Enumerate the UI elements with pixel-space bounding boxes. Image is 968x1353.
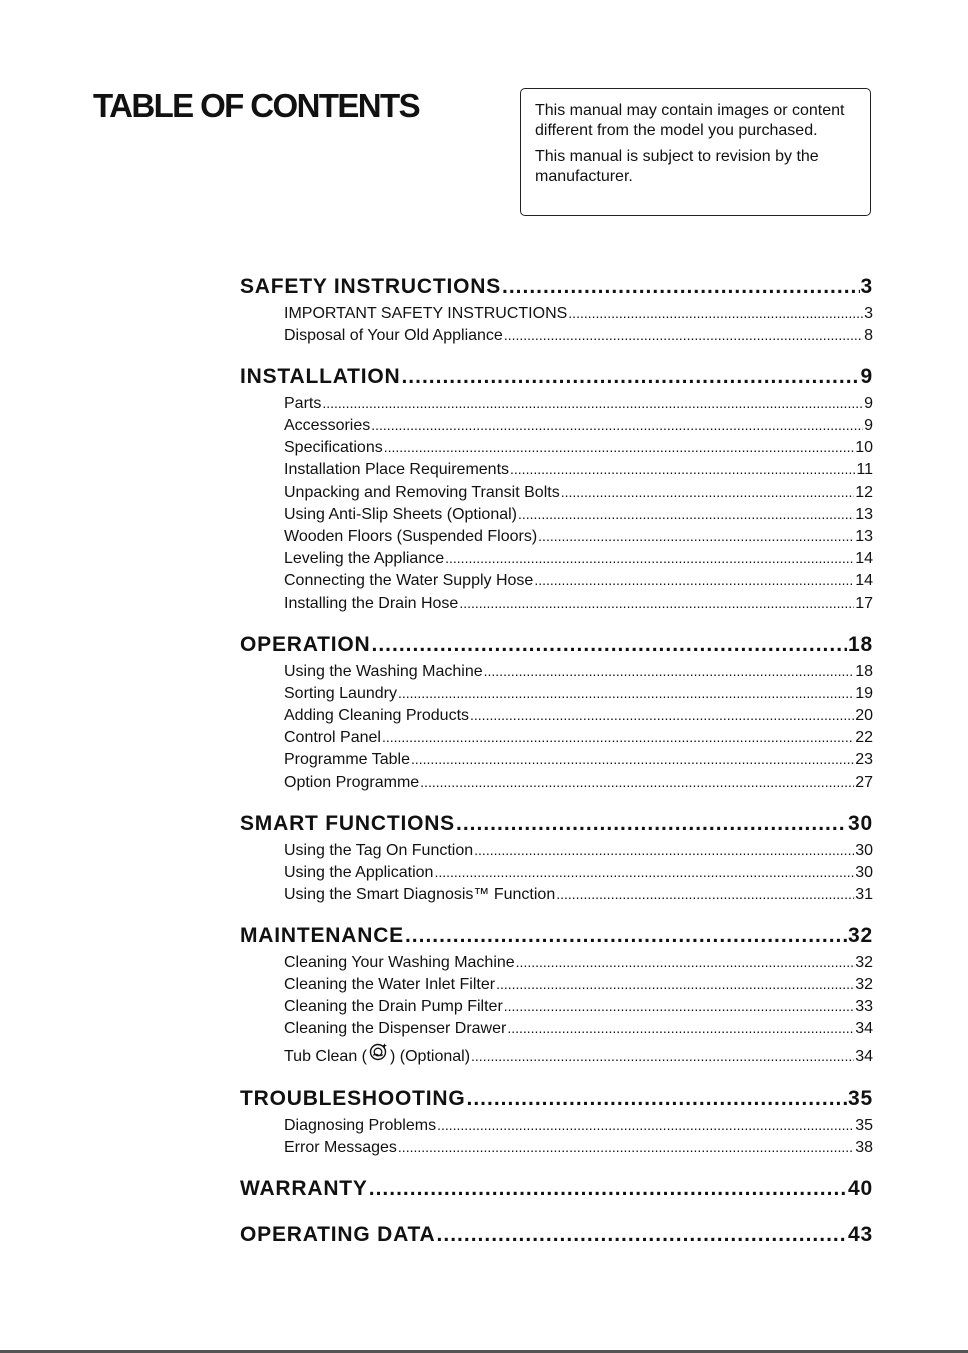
toc-entry-page: 14 (855, 550, 873, 567)
dot-leader (437, 1223, 848, 1247)
toc-entry-page: 32 (855, 976, 873, 993)
toc-entry-page: 35 (855, 1117, 873, 1134)
dot-leader (398, 685, 854, 701)
toc-entry-label: Cleaning the Dispenser Drawer (284, 1020, 507, 1037)
toc-entry-label: Sorting Laundry (284, 685, 397, 702)
toc-entry[interactable] (284, 751, 873, 769)
toc-section-page: 18 (848, 633, 873, 656)
dot-leader (467, 1087, 848, 1111)
toc-entry[interactable] (284, 595, 873, 613)
dot-leader (556, 886, 854, 902)
toc-entry-page: 19 (855, 685, 873, 702)
toc-entry-page: 23 (855, 751, 873, 768)
toc-entry-label: Leveling the Appliance (284, 550, 445, 567)
toc-section-operating-data[interactable] (240, 1223, 873, 1247)
toc-entry-label-prefix: Tub Clean ( (284, 1048, 367, 1065)
toc-section-page: 43 (848, 1223, 873, 1246)
dot-leader (568, 305, 863, 321)
toc-entry-page: 11 (856, 461, 873, 478)
dot-leader (471, 1048, 854, 1064)
toc-section-page: 30 (848, 812, 873, 835)
notice-text-revision: This manual is subject to revision by the manufacturer. (535, 148, 819, 185)
toc-entry-label: Using the Washing Machine (284, 663, 483, 680)
toc-entry-label: Diagnosing Problems (284, 1117, 437, 1134)
toc-entry-label: Accessories (284, 417, 371, 434)
toc-entry[interactable] (284, 842, 873, 860)
toc-section-safety[interactable] (240, 275, 873, 299)
toc-entry-label: Disposal of Your Old Appliance (284, 327, 503, 344)
toc-entry-label: Using Anti-Slip Sheets (Optional) (284, 506, 517, 523)
toc-entry-page: 10 (855, 439, 873, 456)
dot-leader (496, 976, 854, 992)
toc-entry-label: Using the Tag On Function (284, 842, 474, 859)
toc-entry-page: 22 (855, 729, 873, 746)
toc-entry[interactable] (284, 1020, 873, 1038)
toc-entry[interactable] (284, 439, 873, 457)
page-title: TABLE OF CONTENTS (93, 87, 420, 124)
dot-leader (371, 633, 847, 657)
dot-leader (504, 327, 863, 343)
toc-entry[interactable] (284, 327, 873, 345)
toc-section-page: 9 (860, 365, 873, 388)
toc-entry-page: 3 (864, 305, 873, 322)
toc-entry-page: 13 (855, 506, 873, 523)
dot-leader (398, 1139, 854, 1155)
toc-entry[interactable] (284, 685, 873, 703)
toc-entry-page: 38 (855, 1139, 873, 1156)
toc-entry[interactable] (284, 550, 873, 568)
dot-leader (322, 395, 863, 411)
dot-leader (538, 528, 854, 544)
toc-entry-page: 18 (855, 663, 873, 680)
dot-leader (384, 439, 854, 455)
dot-leader (518, 506, 854, 522)
toc-entry[interactable] (284, 707, 873, 725)
toc-section-page: 3 (860, 275, 873, 298)
toc-section-page: 32 (848, 924, 873, 947)
toc-entry[interactable] (284, 1117, 873, 1135)
toc-section-title: TROUBLESHOOTING (240, 1087, 466, 1110)
toc-entry-label: Error Messages (284, 1139, 397, 1156)
dot-leader (510, 461, 855, 477)
toc-entry-page: 17 (855, 595, 873, 612)
toc-entry[interactable] (284, 417, 873, 435)
toc-section-maintenance[interactable] (240, 924, 873, 948)
dot-leader (534, 572, 854, 588)
dot-leader (405, 924, 847, 948)
toc-entry[interactable] (284, 1139, 873, 1157)
toc-entry-label: Connecting the Water Supply Hose (284, 572, 534, 589)
toc-entry-page: 32 (855, 954, 873, 971)
toc-entry[interactable] (284, 663, 873, 681)
toc-entry[interactable] (284, 305, 873, 323)
toc-entry-label: Programme Table (284, 751, 410, 768)
dot-leader (484, 663, 855, 679)
toc-entry-page: 31 (855, 886, 873, 903)
dot-leader (420, 774, 854, 790)
dot-leader (445, 550, 854, 566)
toc-section-installation[interactable] (240, 365, 873, 389)
toc-section-smart-functions[interactable] (240, 812, 873, 836)
toc-entry-label: Adding Cleaning Products (284, 707, 470, 724)
toc-section-page: 40 (848, 1177, 873, 1200)
toc-entry[interactable] (284, 729, 873, 747)
notice-box (520, 88, 871, 216)
toc-entry-label: Installation Place Requirements (284, 461, 510, 478)
toc-entry-page: 8 (864, 327, 873, 344)
toc-section-title: WARRANTY (240, 1177, 368, 1200)
toc-section-troubleshooting[interactable] (240, 1087, 873, 1111)
toc-entry[interactable] (284, 774, 873, 792)
toc-entry-label: Wooden Floors (Suspended Floors) (284, 528, 538, 545)
toc-entry-page: 9 (864, 395, 873, 412)
toc-entry-page: 20 (855, 707, 873, 724)
toc-entry-label: Unpacking and Removing Transit Bolts (284, 484, 560, 501)
toc-entry[interactable] (284, 864, 873, 882)
toc-entry-page: 9 (864, 417, 873, 434)
toc-entry[interactable] (284, 1042, 873, 1066)
toc-entry-page: 34 (855, 1048, 873, 1065)
toc-entry-label-suffix: ) (Optional) (390, 1048, 471, 1065)
toc-entry-label: Cleaning the Drain Pump Filter (284, 998, 503, 1015)
toc-section-operation[interactable] (240, 633, 873, 657)
toc-entry[interactable] (284, 528, 873, 546)
toc-entry-page: 13 (855, 528, 873, 545)
toc-entry-label: Cleaning Your Washing Machine (284, 954, 515, 971)
toc-entry-label: Using the Smart Diagnosis™ Function (284, 886, 556, 903)
dot-leader (516, 954, 855, 970)
toc-entry[interactable] (284, 976, 873, 994)
toc-section-title: OPERATION (240, 633, 371, 656)
toc-entry-label: Specifications (284, 439, 383, 456)
dot-leader (371, 417, 863, 433)
toc-entry-label: Control Panel (284, 729, 381, 746)
toc-section-title: MAINTENANCE (240, 924, 404, 947)
toc-entry[interactable] (284, 886, 873, 904)
dot-leader (411, 751, 854, 767)
toc-entry-page: 30 (855, 864, 873, 881)
toc-entry-label: Option Programme (284, 774, 420, 791)
toc-section-title: SMART FUNCTIONS (240, 812, 455, 835)
toc-entry-page: 34 (855, 1020, 873, 1037)
toc-entry-page: 14 (855, 572, 873, 589)
toc-entry-label: Using the Application (284, 864, 434, 881)
dot-leader (459, 595, 854, 611)
toc-entry-label: Cleaning the Water Inlet Filter (284, 976, 496, 993)
dot-leader (561, 484, 855, 500)
toc-entry[interactable] (284, 572, 873, 590)
toc-entry-label: Installing the Drain Hose (284, 595, 459, 612)
dot-leader (401, 365, 859, 389)
toc-entry[interactable] (284, 506, 873, 524)
dot-leader (507, 1020, 854, 1036)
toc-entry[interactable] (284, 484, 873, 502)
tub-clean-icon (369, 1042, 388, 1061)
dot-leader (382, 729, 854, 745)
toc-entry[interactable] (284, 461, 873, 479)
toc-entry[interactable] (284, 954, 873, 972)
dot-leader (369, 1177, 847, 1201)
toc-entry-page: 27 (855, 774, 873, 791)
dot-leader (434, 864, 854, 880)
dot-leader (474, 842, 854, 858)
dot-leader (456, 812, 847, 836)
toc-entry-label: Parts (284, 395, 322, 412)
toc-section-warranty[interactable] (240, 1177, 873, 1201)
dot-leader (470, 707, 854, 723)
toc-section-page: 35 (848, 1087, 873, 1110)
toc-section-title: OPERATING DATA (240, 1223, 436, 1246)
dot-leader (502, 275, 860, 299)
toc-entry-page: 30 (855, 842, 873, 859)
toc-section-title: INSTALLATION (240, 365, 401, 388)
toc-entry[interactable] (284, 395, 873, 413)
toc-entry-label: IMPORTANT SAFETY INSTRUCTIONS (284, 305, 568, 322)
dot-leader (437, 1117, 854, 1133)
notice-text-content: This manual may contain images or content different from the model you purchased. (535, 102, 845, 139)
dot-leader (504, 998, 854, 1014)
toc-entry-page: 12 (855, 484, 873, 501)
toc-entry[interactable] (284, 998, 873, 1016)
toc-section-title: SAFETY INSTRUCTIONS (240, 275, 501, 298)
toc-entry-page: 33 (855, 998, 873, 1015)
